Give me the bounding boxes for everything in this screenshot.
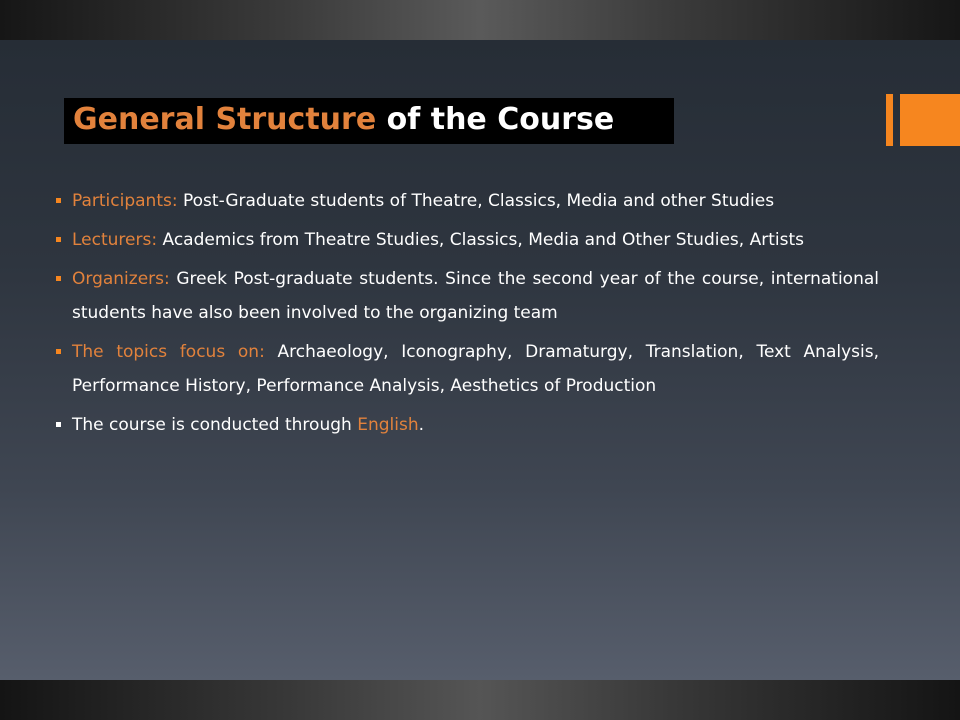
bullet-label: Organizers: bbox=[72, 269, 170, 289]
bullet-square-icon bbox=[56, 422, 61, 427]
bottom-frame-band bbox=[0, 680, 960, 720]
bullet-highlight: English bbox=[357, 415, 419, 435]
bullet-label: Lecturers: bbox=[72, 230, 158, 250]
bullet-text: Archaeology, Iconography, Dramaturgy, Translation, Text Analysis, Performance History, Performance Analysis, Aesthetics of Production bbox=[72, 342, 879, 396]
bullet-label: The topics focus on: bbox=[72, 342, 265, 362]
bullet-square-icon bbox=[56, 198, 61, 203]
title-rest-text: of the Course bbox=[376, 102, 615, 137]
orange-accent-block bbox=[900, 94, 960, 146]
bullet-square-icon bbox=[56, 276, 61, 281]
slide-title bbox=[64, 98, 674, 144]
bullet-list bbox=[56, 184, 879, 447]
title-accent-text: General Structure bbox=[73, 102, 377, 137]
bullet-text: Greek Post-graduate students. Since the second year of the course, international students have also been involved to the organizing team bbox=[72, 269, 879, 323]
slide-canvas bbox=[0, 40, 960, 680]
orange-accent-bar bbox=[886, 94, 893, 146]
bullet-organizers bbox=[56, 262, 879, 330]
bullet-square-icon bbox=[56, 237, 61, 242]
bullet-language bbox=[56, 408, 879, 442]
bullet-topics bbox=[56, 335, 879, 403]
bullet-label: Participants: bbox=[72, 191, 178, 211]
bullet-suffix: . bbox=[418, 415, 424, 435]
bullet-square-icon bbox=[56, 349, 61, 354]
bullet-prefix: The course is conducted through bbox=[72, 415, 358, 435]
bullet-text: Academics from Theatre Studies, Classics, Media and Other Studies, Artists bbox=[157, 230, 804, 250]
bullet-participants bbox=[56, 184, 879, 218]
bullet-text: Post-Graduate students of Theatre, Classics, Media and other Studies bbox=[177, 191, 775, 211]
top-frame-band bbox=[0, 0, 960, 40]
bullet-lecturers bbox=[56, 223, 879, 257]
